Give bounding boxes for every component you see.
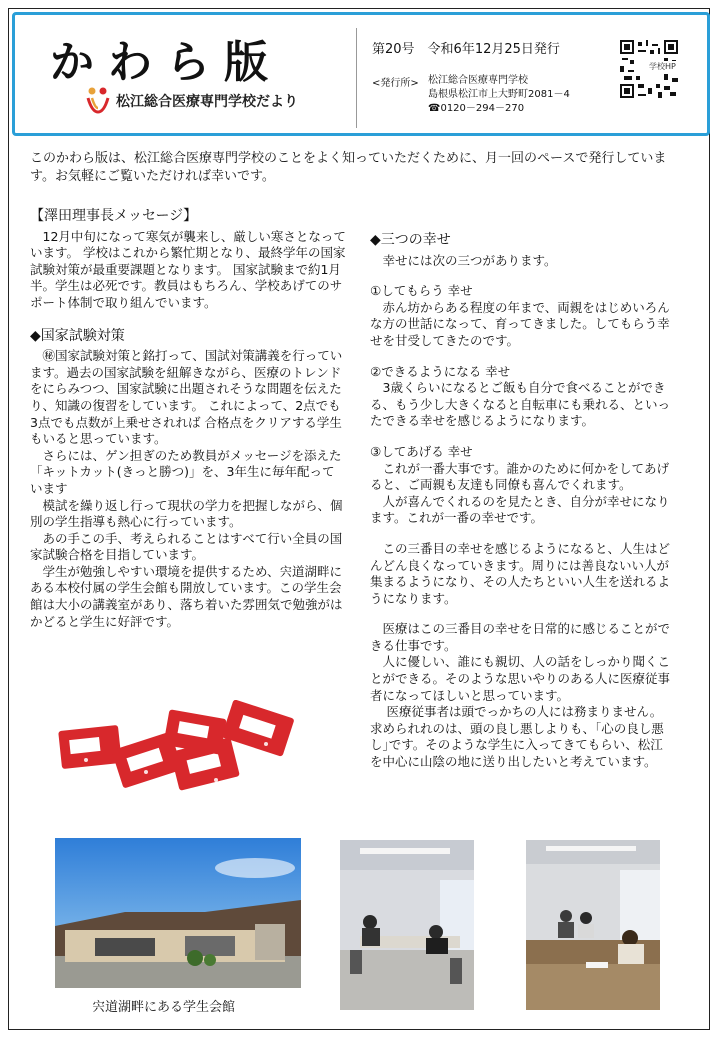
lecture-room-photo-2 <box>526 840 660 1010</box>
publisher-name: 松江総合医療専門学校 <box>428 75 528 86</box>
happiness-2-heading: ②できるようになる 幸せ <box>370 363 511 379</box>
happiness-3-heading: ③してあげる 幸せ <box>370 443 473 459</box>
publisher-address: 島根県松江市上大野町2081－4 <box>428 89 570 100</box>
header-divider <box>356 28 357 128</box>
exam-paragraph-3: 模試を繰り返し行って現状の学力を把握しながら、個別の学生指導も熱心に行っています。 <box>30 497 343 530</box>
exam-paragraph-5: 学生が勉強しやすい環境を提供するため、宍道湖畔にある本校付属の学生会館も開放しています。この学生会館は大小の講義室があり、落ち着いた雰囲気で勉強がはかどると学生に好評です。 <box>30 563 343 629</box>
kitkat-candy-image <box>56 700 296 810</box>
happiness-2-body: 3歳くらいになるとご飯も自分で食べることができる、もう少し大きくなると自転車にも乗れる、といったできる幸せを感じるようになります。 <box>370 380 671 429</box>
happiness-paragraph-4: この三番目の幸せを感じるようになると、人生はどんどん良くなっていきます。周りには善良ないい人が集まるようになり、その人たちといい人生を送れるようになります。 <box>370 540 671 606</box>
newsletter-title: かわら版 <box>50 37 282 88</box>
happiness-lead: 幸せには次の三つがあります。 <box>370 252 557 268</box>
message-heading: 【澤田理事長メッセージ】 <box>30 208 198 224</box>
exam-heading: ◆国家試験対策 <box>30 327 125 344</box>
left-column <box>30 208 346 630</box>
student-hall-photo <box>55 838 301 988</box>
exam-paragraph-4: あの手この手、考えられることはすべて行い全員の国家試験合格を目指しています。 <box>30 530 343 563</box>
right-column <box>370 232 670 771</box>
exam-paragraph-2: さらには、ゲン担ぎのため教員がメッセージを添えた「キットカット(きっと勝つ)」を、3年生に毎年配っています <box>30 447 342 496</box>
intro-text: このかわら版は、松江総合医療専門学校のことをよく知っていただくために、月一回のペースで発行しています。お気軽にご覧いただければ幸いです。 <box>30 151 667 184</box>
happiness-3-body: これが一番大事です。誰かのために何かをしてあげると、ご両親も友達も同僚も喜んでくれます。 人が喜んでくれるのを見たとき、自分が幸せになります。これが一番の幸せです。 <box>370 460 670 526</box>
newsletter-subtitle: 松江総合医療専門学校だより <box>116 94 298 110</box>
happiness-heading: ◆三つの幸せ <box>370 232 451 248</box>
lecture-room-photo-1 <box>340 840 474 1010</box>
publisher-label: <発行所> <box>372 78 419 89</box>
happiness-1-heading: ①してもらう 幸せ <box>370 283 473 299</box>
qr-caption: 学校HP <box>649 62 676 71</box>
publisher-info <box>428 74 570 116</box>
school-logo-icon <box>86 86 110 114</box>
happiness-1-body: 赤ん坊からある程度の年まで、両親をはじめいろんな方の世話になって、育ってきました。してもらう幸せを甘受してきたのです。 <box>370 299 670 348</box>
happiness-paragraph-5: 医療はこの三番目の幸せを日常的に感じることができる仕事です。 人に優しい、誰にも親切、人の話をしっかり聞くことができる。そのような思いやりのある人に医療従事者になってほしいと思っています。 医療従事者は頭でっかちの人には務まりません。求められれのは、頭の良し悪しよりも、｢心の良し悪し｣です。そのような学生に入ってきてもらい、松江を中心に山陰の地に送り出したいと考えています。 <box>370 621 671 770</box>
photo-caption: 宍道湖畔にある学生会館 <box>92 1000 236 1015</box>
candy-wrapper-1 <box>58 725 122 769</box>
publisher-phone: ☎0120－294－270 <box>428 103 525 114</box>
message-body: 12月中旬になって寒気が襲来し、厳しい寒さとなっています。 学校はこれから繁忙期となり、最終学年の国家試験対策が最重要課題となります。 国家試験まで約1月半。学生は必死です。教員はもちろん、学校あげてのサポート体制で取り組んでいます。 <box>30 228 346 310</box>
exam-paragraph-1: ㊙国家試験対策と銘打って、国試対策講義を行っています。過去の国家試験を紐解きながら、医療のトレンドをにらみつつ、国家試験に出題されそうな問題を伝えたり、知識の復習をしています。 これによって、2点でも3点でも点数が上乗せされれば 合格点をクリアする学生もいると思っています。 <box>30 348 343 447</box>
issue-info: 第20号 令和6年12月25日発行 <box>372 42 560 57</box>
